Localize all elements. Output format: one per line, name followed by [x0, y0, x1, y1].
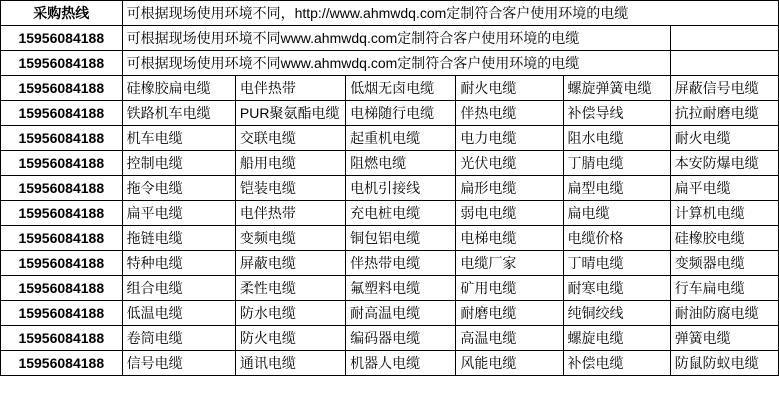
product-cell: 阻水电缆	[563, 126, 670, 151]
phone-cell: 15956084188	[1, 351, 123, 376]
product-cell: 高温电缆	[456, 326, 563, 351]
product-cell: 弹簧电缆	[670, 326, 778, 351]
product-cell: 扁平电缆	[122, 201, 235, 226]
product-cell: 电缆厂家	[456, 251, 563, 276]
table-row	[1, 101, 779, 126]
product-cell: 螺旋电缆	[563, 326, 670, 351]
product-cell: 伴热电缆	[456, 101, 563, 126]
product-cell: 电机引接线	[346, 176, 456, 201]
phone-cell: 15956084188	[1, 276, 123, 301]
table-row	[1, 251, 779, 276]
product-cell: 螺旋弹簧电缆	[563, 76, 670, 101]
product-cell: 铜包铝电缆	[346, 226, 456, 251]
product-cell: 防水电缆	[235, 301, 345, 326]
product-cell: 丁腈电缆	[563, 151, 670, 176]
table-row	[1, 351, 779, 376]
product-cell: 扁型电缆	[563, 176, 670, 201]
product-cell: 防火电缆	[235, 326, 345, 351]
phone-cell: 15956084188	[1, 201, 123, 226]
product-cell: 补偿导线	[563, 101, 670, 126]
product-cell: 弱电电缆	[456, 201, 563, 226]
product-cell: 纯铜绞线	[563, 301, 670, 326]
product-cell: 耐火电缆	[456, 76, 563, 101]
product-cell: 变频电缆	[235, 226, 345, 251]
product-cell: 变频器电缆	[670, 251, 778, 276]
header-note-3: 可根据现场使用环境不同www.ahmwdq.com定制符合客户使用环境的电缆	[122, 51, 670, 76]
header-row-3	[1, 51, 779, 76]
product-cell: 信号电缆	[122, 351, 235, 376]
product-cell: 补偿电缆	[563, 351, 670, 376]
table-row	[1, 226, 779, 251]
product-cell: 柔性电缆	[235, 276, 345, 301]
product-cell: 特种电缆	[122, 251, 235, 276]
product-cell: 拖令电缆	[122, 176, 235, 201]
header-note-1: 可根据现场使用环境不同，http://www.ahmwdq.com定制符合客户使用环境的电缆	[122, 1, 778, 26]
product-cell: PUR聚氨酯电缆	[235, 101, 345, 126]
product-cell: 扁形电缆	[456, 176, 563, 201]
product-cell: 铠装电缆	[235, 176, 345, 201]
product-cell: 低烟无卤电缆	[346, 76, 456, 101]
product-cell: 交联电缆	[235, 126, 345, 151]
table-row	[1, 201, 779, 226]
table-row	[1, 176, 779, 201]
header-row-hotline	[1, 1, 779, 26]
product-cell: 丁晴电缆	[563, 251, 670, 276]
phone-cell: 15956084188	[1, 301, 123, 326]
product-cell: 计算机电缆	[670, 201, 778, 226]
product-cell: 机车电缆	[122, 126, 235, 151]
product-cell: 充电桩电缆	[346, 201, 456, 226]
product-cell: 氟塑料电缆	[346, 276, 456, 301]
product-cell: 铁路机车电缆	[122, 101, 235, 126]
product-cell: 硅橡胶扁电缆	[122, 76, 235, 101]
table-row	[1, 326, 779, 351]
product-cell: 船用电缆	[235, 151, 345, 176]
table-row	[1, 301, 779, 326]
product-cell: 电梯电缆	[456, 226, 563, 251]
phone-cell: 15956084188	[1, 326, 123, 351]
product-cell: 卷筒电缆	[122, 326, 235, 351]
product-cell: 本安防爆电缆	[670, 151, 778, 176]
product-cell: 电伴热带	[235, 201, 345, 226]
product-cell: 耐火电缆	[670, 126, 778, 151]
product-cell: 电力电缆	[456, 126, 563, 151]
product-cell: 阻燃电缆	[346, 151, 456, 176]
product-cell: 编码器电缆	[346, 326, 456, 351]
phone-cell: 15956084188	[1, 226, 123, 251]
phone-cell: 15956084188	[1, 101, 123, 126]
product-cell: 光伏电缆	[456, 151, 563, 176]
product-cell: 耐寒电缆	[563, 276, 670, 301]
phone-cell: 15956084188	[1, 126, 123, 151]
header-row-2	[1, 26, 779, 51]
product-cell: 电伴热带	[235, 76, 345, 101]
phone-cell: 15956084188	[1, 51, 123, 76]
product-cell: 电缆价格	[563, 226, 670, 251]
phone-cell: 15956084188	[1, 176, 123, 201]
header-note-2: 可根据现场使用环境不同www.ahmwdq.com定制符合客户使用环境的电缆	[122, 26, 670, 51]
product-cell: 控制电缆	[122, 151, 235, 176]
product-cell: 屏蔽电缆	[235, 251, 345, 276]
phone-cell: 15956084188	[1, 151, 123, 176]
product-cell: 电梯随行电缆	[346, 101, 456, 126]
product-cell: 组合电缆	[122, 276, 235, 301]
product-cell: 扁电缆	[563, 201, 670, 226]
product-cell: 拖链电缆	[122, 226, 235, 251]
phone-cell: 15956084188	[1, 251, 123, 276]
empty-cell	[670, 51, 778, 76]
product-cell: 耐油防腐电缆	[670, 301, 778, 326]
product-cell: 行车扁电缆	[670, 276, 778, 301]
phone-cell: 15956084188	[1, 76, 123, 101]
hotline-badge: 采购热线	[1, 1, 123, 26]
empty-cell	[670, 26, 778, 51]
product-cell: 矿用电缆	[456, 276, 563, 301]
product-cell: 起重机电缆	[346, 126, 456, 151]
table-row	[1, 76, 779, 101]
product-cell: 伴热带电缆	[346, 251, 456, 276]
product-cell: 屏蔽信号电缆	[670, 76, 778, 101]
product-cell: 抗拉耐磨电缆	[670, 101, 778, 126]
product-cell: 扁平电缆	[670, 176, 778, 201]
product-cell: 耐高温电缆	[346, 301, 456, 326]
product-cell: 防鼠防蚁电缆	[670, 351, 778, 376]
product-cell: 通讯电缆	[235, 351, 345, 376]
product-cell: 硅橡胶电缆	[670, 226, 778, 251]
table-body	[1, 1, 779, 376]
product-cell: 机器人电缆	[346, 351, 456, 376]
phone-cell: 15956084188	[1, 26, 123, 51]
product-cell: 低温电缆	[122, 301, 235, 326]
product-cell: 耐磨电缆	[456, 301, 563, 326]
table-row	[1, 126, 779, 151]
table-row	[1, 276, 779, 301]
product-cell: 风能电缆	[456, 351, 563, 376]
table-row	[1, 151, 779, 176]
